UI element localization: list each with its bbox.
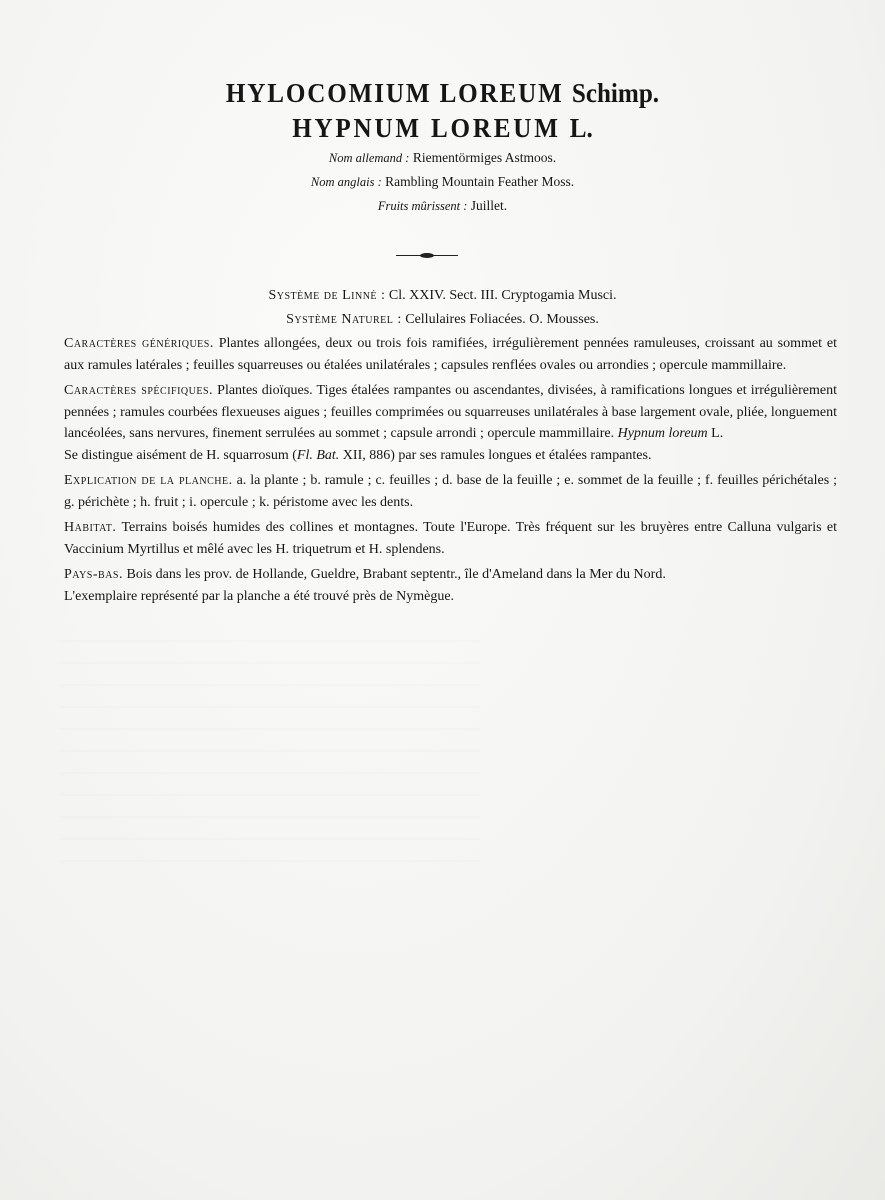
german-name-line [0, 146, 885, 170]
distinction-text-end: XII, 886) par ses ramules longues et étalées rampantes. [342, 447, 652, 463]
fruiting-line [0, 194, 885, 218]
title-primary-name: HYLOCOMIUM LOREUM [225, 78, 564, 108]
species-synonym: Hypnum loreum [617, 426, 708, 441]
netherlands-text: Bois dans les prov. de Hollande, Gueldre, Brabant septentr., île d'Ameland dans la Mer du Nord. [126, 567, 666, 582]
specific-characters-paragraph [64, 380, 837, 445]
distinction-reference: Fl. Bat. [296, 447, 340, 463]
english-name-line [0, 170, 885, 194]
plate-explanation-paragraph [64, 470, 837, 513]
species-synonym-author: L. [711, 426, 724, 441]
title-synonym-author: L. [569, 113, 593, 143]
linne-system-value: Cl. XXIV. Sect. III. Cryptogamia Musci. [388, 288, 617, 303]
title-primary [31, 76, 854, 110]
classification-block [0, 284, 885, 332]
german-name-label: Nom allemand : [328, 151, 410, 165]
habitat-paragraph [64, 517, 837, 560]
linne-system-label: Système de Linné : [268, 288, 386, 303]
linne-system-line [0, 284, 885, 308]
netherlands-paragraph [64, 564, 837, 586]
netherlands-label: Pays-bas. [64, 567, 123, 582]
specific-characters-text: Plantes dioïques. Tiges étalées rampantes ou ascendantes, divisées, à ramifications longues et irrégulièrement pennées ; ramules courbées flexueuses aigues ; feuilles comprimées ou squarreuses unilatérales à base largement ovale, pliée, longuement lancéolées, sans nervures, finement serrulées au sommet ; capsule arrondi ; opercule mammillaire. [64, 383, 837, 441]
fruiting-label: Fruits mûrissent : [377, 199, 468, 213]
german-name-value: Riementörmiges Astmoos. [412, 150, 557, 165]
distinction-paragraph [64, 445, 837, 467]
plate-explanation-text: a. la plante ; b. ramule ; c. feuilles ; d. base de la feuille ; e. sommet de la feuille ; f. feuilles périchétales ; g. périchète ; h. fruit ; i. opercule ; k. péristome avec les dents. [64, 473, 837, 510]
natural-system-line [0, 308, 885, 332]
title-primary-author: Schimp. [571, 78, 660, 108]
habitat-label: Habitat. [64, 520, 117, 535]
title-synonym [31, 110, 854, 146]
specimen-paragraph: L'exemplaire représenté par la planche a été trouvé près de Nymègue. [64, 588, 455, 604]
natural-system-label: Système Naturel : [286, 312, 402, 327]
bleed-through-shadow [60, 640, 480, 880]
habitat-text: Terrains boisés humides des collines et montagnes. Toute l'Europe. Très fréquent sur les bruyères entre Calluna vulgaris et Vaccinium Myrtillus et mêlé avec les H. triquetrum et H. splendens. [64, 520, 837, 557]
ornamental-divider [396, 255, 458, 256]
header-block [0, 76, 885, 218]
generic-characters-paragraph [64, 333, 837, 376]
generic-characters-text: Plantes allongées, deux ou trois fois ramifiées, irrégulièrement pennées ramuleuses, croissant au sommet et aux ramules latérales ; feuilles squarreuses ou étalées unilatérales ; capsules renflées ovales ou arrondies ; opercule mammillaire. [64, 336, 838, 373]
description-body [64, 333, 837, 611]
english-name-value: Rambling Mountain Feather Moss. [385, 174, 575, 189]
english-name-label: Nom anglais : [310, 175, 382, 189]
title-synonym-name: HYPNUM LOREUM [292, 113, 561, 143]
distinction-text-start: Se distingue aisément de H. squarrosum ( [64, 447, 297, 463]
specific-characters-label: Caractères spécifiques. [64, 383, 214, 398]
fruiting-value: Juillet. [470, 198, 508, 213]
natural-system-value: Cellulaires Foliacées. O. Mousses. [405, 312, 599, 327]
plate-explanation-label: Explication de la planche. [64, 473, 233, 488]
generic-characters-label: Caractères génériques. [64, 336, 214, 351]
